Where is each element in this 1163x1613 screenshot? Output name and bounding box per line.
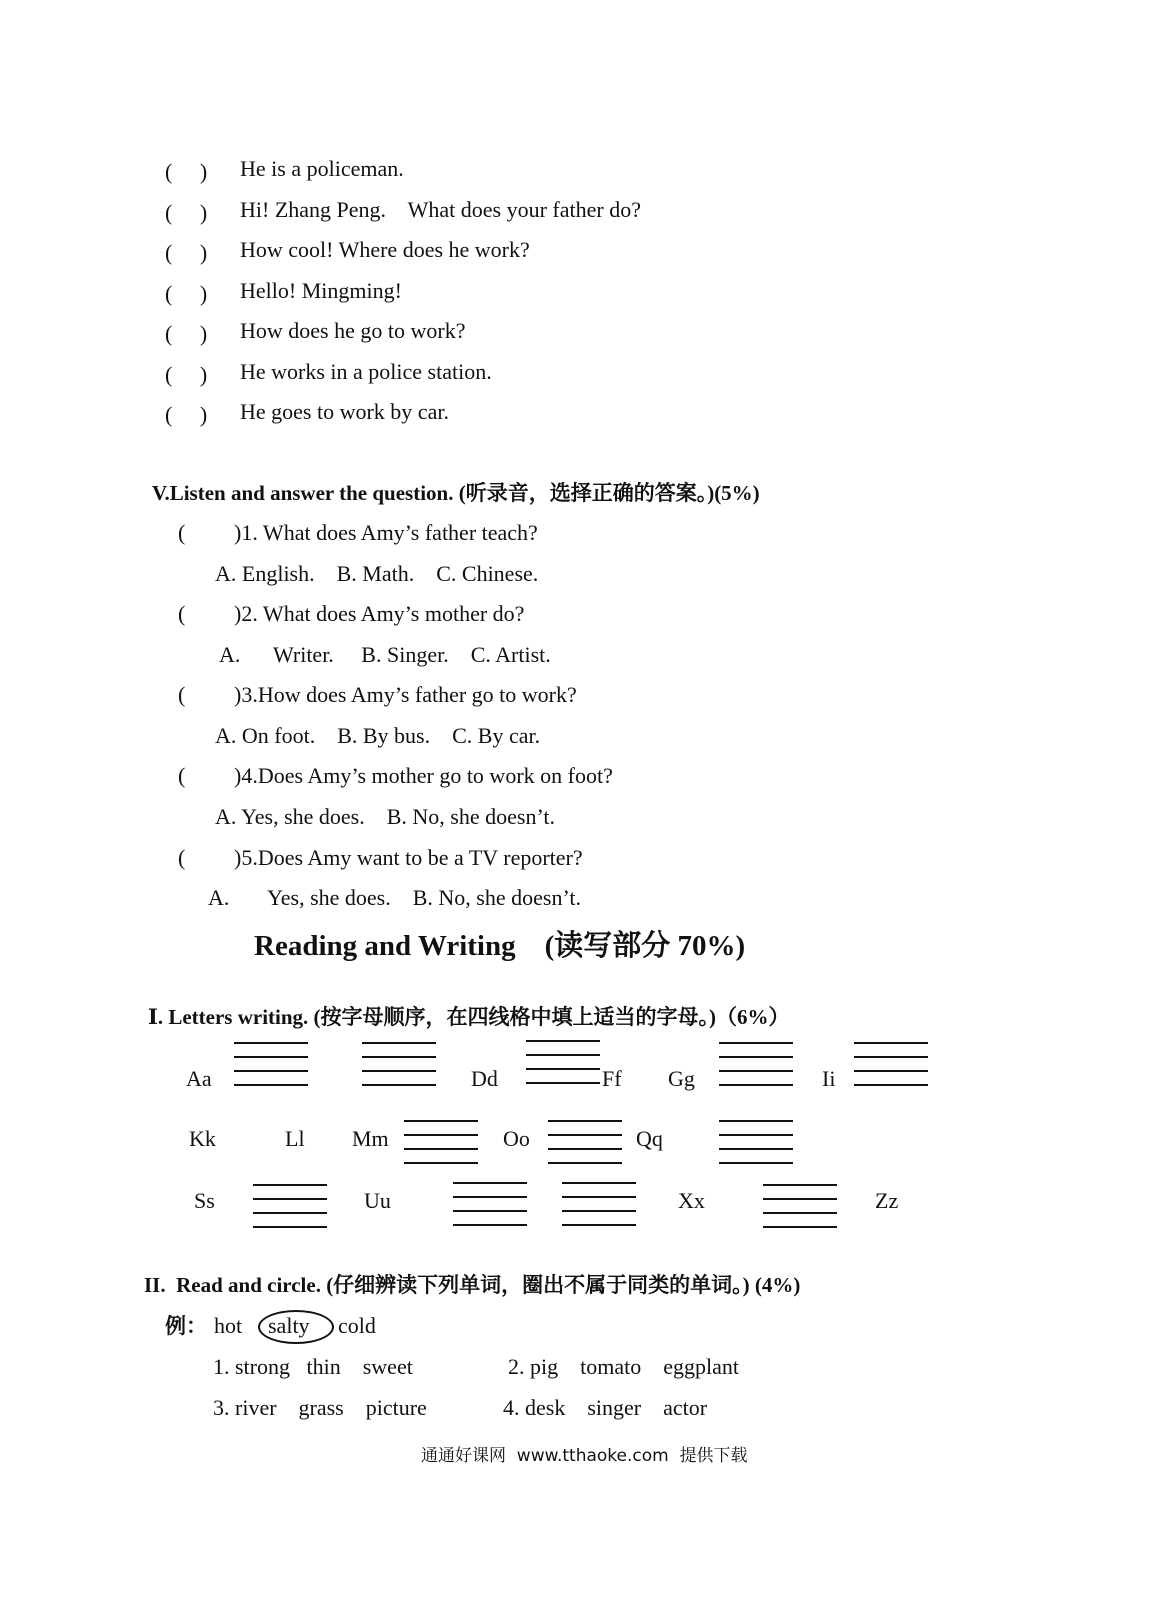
answer-paren[interactable]: ( [178, 763, 186, 788]
question-text: )1. What does Amy’s father teach? [234, 520, 538, 545]
question-text: )3.How does Amy’s father go to work? [234, 682, 577, 707]
four-line-box[interactable] [719, 1120, 793, 1164]
circle-item[interactable]: 4. desk singer actor [503, 1395, 708, 1420]
four-line-box[interactable] [453, 1182, 527, 1226]
example-word: cold [338, 1313, 376, 1338]
answer-paren[interactable]: ( ) [165, 362, 208, 387]
answer-paren[interactable]: ( ) [165, 200, 208, 225]
answer-paren[interactable]: ( [178, 601, 186, 626]
four-line-box[interactable] [854, 1042, 928, 1086]
example-word-circled: salty [268, 1313, 310, 1338]
question-options: A. Yes, she does. B. No, she doesn’t. [215, 804, 555, 829]
question-text: )5.Does Amy want to be a TV reporter? [234, 845, 583, 870]
letter-label: Oo [503, 1126, 530, 1151]
question-options: A. Writer. B. Singer. C. Artist. [219, 642, 551, 667]
dialogue-line: Hi! Zhang Peng. What does your father do? [240, 197, 641, 222]
letter-label: Ss [194, 1188, 215, 1213]
letter-label: Zz [875, 1188, 899, 1213]
dialogue-line: He is a policeman. [240, 156, 404, 181]
dialogue-line: He goes to work by car. [240, 399, 449, 424]
four-line-box[interactable] [548, 1120, 622, 1164]
letters-heading: Ⅰ. Letters writing. (按字母顺序，在四线格中填上适当的字母。)（6%） [148, 1005, 790, 1029]
letter-label: Aa [186, 1066, 212, 1091]
dialogue-line: He works in a police station. [240, 359, 492, 384]
four-line-box[interactable] [526, 1040, 600, 1084]
four-line-box[interactable] [763, 1184, 837, 1228]
letter-label: Gg [668, 1066, 695, 1091]
question-options: A. Yes, she does. B. No, she doesn’t. [208, 885, 581, 910]
circle-heading: II. Read and circle. (仔细辨读下列单词，圈出不属于同类的单词。) (4%) [144, 1273, 801, 1297]
letter-label: Ll [285, 1126, 305, 1151]
dialogue-line: How cool! Where does he work? [240, 237, 530, 262]
letter-label: Ff [602, 1066, 622, 1091]
section-title: Reading and Writing (读写部分 70%) [254, 930, 746, 962]
answer-paren[interactable]: ( [178, 520, 186, 545]
dialogue-line: How does he go to work? [240, 318, 466, 343]
question-text: )2. What does Amy’s mother do? [234, 601, 525, 626]
dialogue-line: Hello! Mingming! [240, 278, 402, 303]
letter-label: Dd [471, 1066, 498, 1091]
letter-label: Uu [364, 1188, 391, 1213]
example-word: hot [214, 1313, 243, 1338]
circle-item[interactable]: 1. strong thin sweet [213, 1354, 413, 1379]
answer-paren[interactable]: ( ) [165, 321, 208, 346]
four-line-box[interactable] [562, 1182, 636, 1226]
answer-paren[interactable]: ( [178, 845, 186, 870]
answer-paren[interactable]: ( ) [165, 240, 208, 265]
letter-label: Qq [636, 1126, 663, 1151]
letter-label: Ii [822, 1066, 836, 1091]
answer-paren[interactable]: ( [178, 682, 186, 707]
letter-label: Kk [189, 1126, 216, 1151]
answer-paren[interactable]: ( ) [165, 159, 208, 184]
example-label: 例： [165, 1314, 207, 1338]
footer-credit: 通通好课网 www.tthaoke.com 提供下载 [421, 1446, 748, 1466]
answer-paren[interactable]: ( ) [165, 281, 208, 306]
answer-paren[interactable]: ( ) [165, 402, 208, 427]
four-line-box[interactable] [362, 1042, 436, 1086]
circle-item[interactable]: 3. river grass picture [213, 1395, 427, 1420]
four-line-box[interactable] [719, 1042, 793, 1086]
letter-label: Mm [352, 1126, 389, 1151]
four-line-box[interactable] [253, 1184, 327, 1228]
circle-item[interactable]: 2. pig tomato eggplant [508, 1354, 739, 1379]
four-line-box[interactable] [404, 1120, 478, 1164]
question-options: A. English. B. Math. C. Chinese. [215, 561, 539, 586]
letter-label: Xx [678, 1188, 705, 1213]
listen-heading: V.Listen and answer the question. (听录音，选择正确的答案。)(5%) [152, 481, 760, 505]
four-line-box[interactable] [234, 1042, 308, 1086]
question-options: A. On foot. B. By bus. C. By car. [215, 723, 541, 748]
question-text: )4.Does Amy’s mother go to work on foot? [234, 763, 613, 788]
